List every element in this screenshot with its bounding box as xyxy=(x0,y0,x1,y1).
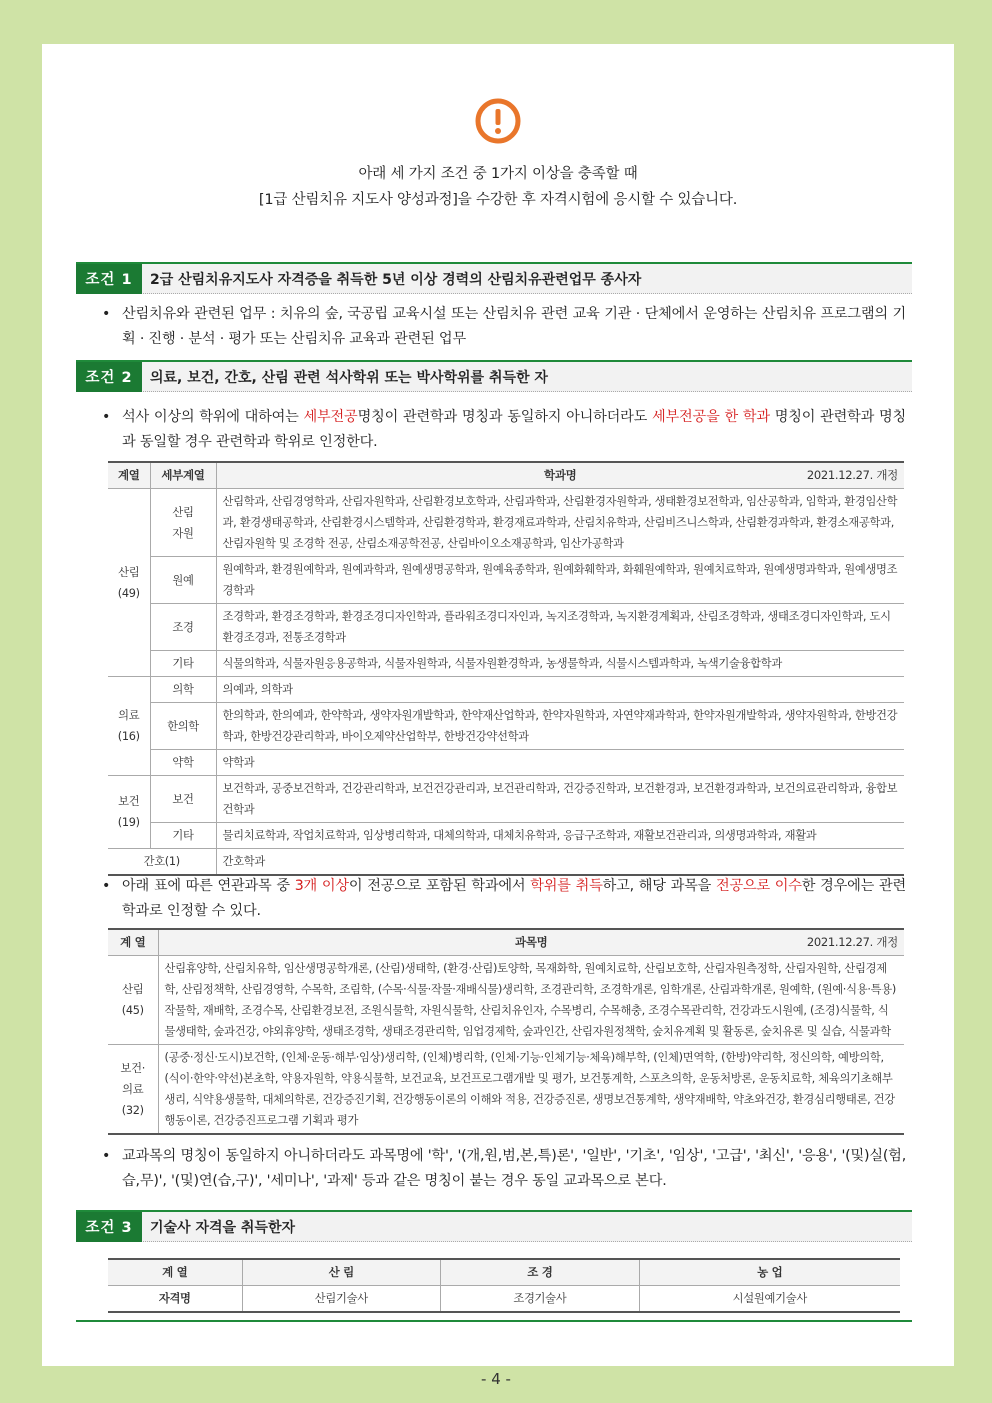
group-forest: 산림 (45) xyxy=(108,956,158,1045)
condition-2-bullet-3: • 교과목의 명칭이 동일하지 아니하더라도 과목명에 '학', '(개,원,범,본,특)론', '일반', '기초', '임상', '고급', '최신', '응용', '(및)실(험,습,무)', '(및)연(습,구)', '세미나', '과제' 등과 같은 명칭이 붙는 경우 동일 교과목으로 본다. xyxy=(102,1148,906,1189)
col-header-agriculture: 농 업 xyxy=(639,1259,900,1286)
row-label-license: 자격명 xyxy=(108,1286,242,1313)
col-header-sub: 세부계열 xyxy=(150,462,216,489)
dept-horticulture: 원예학과, 환경원예학과, 원예과학과, 원예생명공학과, 원예육종학과, 원예화훼학과, 화훼원예학과, 원예치료학과, 원예생명과학과, 원예생명조경학과 xyxy=(216,557,904,604)
condition-1-title: 2급 산림치유지도사 자격증을 취득한 5년 이상 경력의 산림치유관련업무 종사자 xyxy=(150,271,642,288)
department-table xyxy=(108,461,904,876)
condition-1-badge: 조건 1 xyxy=(76,264,142,294)
condition-2-badge: 조건 2 xyxy=(76,362,142,392)
subjects-health: (공중·정신·도시)보건학, (인체·운동·해부·임상)생리학, (인체)병리학, (인체·기능·인체기능·체육)해부학, (인체)면역학, (한방)약리학, 정신의학, 예방의학, (식이·한약·약선)본초학, 약용자원학, 약용식물학, 보건교육, 보건프로그램개발 및 평가, 보건통계학, 스포츠의학, 운동처방론, 운동치료학, 체육의기초해부생리, 식약용생물학, 대체의학론, 건강증진기획, 건강행동이론의 이해와 적용, 건강증진론, 생명보건통계학, 생약재배학, 약초와건강, 환경심리행태론, 건강행동이론, 건강증진프로그램 기획과 평가 xyxy=(158,1045,904,1135)
revision-date: 2021.12.27. 개정 xyxy=(806,935,898,949)
license-landscape: 조경기술사 xyxy=(441,1286,640,1313)
dept-forest-resource: 산림학과, 산림경영학과, 산림자원학과, 산림환경보호학과, 산림과학과, 산림환경자원학과, 생태환경보전학과, 임산공학과, 임학과, 환경임산학과, 환경생태공학과, 산림환경시스템학과, 산림환경학과, 환경재료과학과, 산림치유학과, 산림비즈니스학과, 산림환경과학과, 환경소재공학과, 산림자원학 및 조경학 전공, 산림소재공학전공, 산림바이오소재공학과, 임산가공학과 xyxy=(216,489,904,557)
subject-table xyxy=(108,928,904,1135)
sub-horticulture: 원예 xyxy=(150,557,216,604)
condition-3-badge: 조건 3 xyxy=(76,1212,142,1242)
sub-korean-medicine: 한의학 xyxy=(150,703,216,750)
sub-pharmacy: 약학 xyxy=(150,750,216,776)
col-header-dept: 학과명 2021.12.27. 개정 xyxy=(216,462,904,489)
condition-2-bullet-2: • 아래 표에 따른 연관과목 중 3개 이상이 전공으로 포함된 학과에서 학위를 취득하고, 해당 과목을 전공으로 이수한 경우에는 관련학과로 인정할 수 있다. xyxy=(102,878,906,919)
dept-nursing: 간호학과 xyxy=(216,849,904,876)
intro-line-1: 아래 세 가지 조건 중 1가지 이상을 충족할 때 xyxy=(358,166,638,182)
group-health: 보건 (19) xyxy=(108,776,150,849)
exclamation-circle-icon xyxy=(473,96,523,146)
sub-medicine: 의학 xyxy=(150,677,216,703)
intro-line-2: [1급 산림치유 지도사 양성과정]을 수강한 후 자격시험에 응시할 수 있습니다. xyxy=(258,192,738,208)
document-page xyxy=(42,44,954,1366)
sub-landscape: 조경 xyxy=(150,604,216,651)
sub-forest-resource: 산림 자원 xyxy=(150,489,216,557)
engineer-table xyxy=(108,1258,900,1313)
condition-2-bullet-1: • 석사 이상의 학위에 대하여는 세부전공명칭이 관련학과 명칭과 동일하지 아니하더라도 세부전공을 한 학과 명칭이 관련학과 명칭과 동일할 경우 관련학과 학위로 인정한다. xyxy=(102,409,907,450)
dept-health: 보건학과, 공중보건학과, 건강관리학과, 보건건강관리과, 보건관리학과, 건강증진학과, 보건환경과, 보건환경과학과, 보건의료관리학과, 융합보건학과 xyxy=(216,776,904,823)
col-header-group: 계열 xyxy=(108,462,150,489)
dept-medicine: 의예과, 의학과 xyxy=(216,677,904,703)
group-nursing: 간호(1) xyxy=(108,849,216,876)
condition-2-header xyxy=(76,360,912,392)
condition-3-header xyxy=(76,1210,912,1242)
dept-forest-etc: 식물의학과, 식물자원응용공학과, 식물자원학과, 식물자원환경학과, 농생물학과, 식물시스템과학과, 녹색기술융합학과 xyxy=(216,651,904,677)
group-medical: 의료 (16) xyxy=(108,677,150,776)
group-forest: 산림 (49) xyxy=(108,489,150,677)
col-header-landscape: 조 경 xyxy=(441,1259,640,1286)
col-header-forest: 산 림 xyxy=(242,1259,441,1286)
bottom-divider xyxy=(76,1320,912,1322)
dept-landscape: 조경학과, 환경조경학과, 환경조경디자인학과, 플라워조경디자인과, 녹지조경학과, 녹지환경계획과, 산림조경학과, 생태조경디자인학과, 도시환경조경과, 전통조경학과 xyxy=(216,604,904,651)
bullet-dot: • xyxy=(102,306,111,322)
col-header-group: 계 열 xyxy=(108,1259,242,1286)
condition-3-title: 기술사 자격을 취득한자 xyxy=(150,1219,295,1236)
col-header-group: 계 열 xyxy=(108,929,158,956)
condition-1-header xyxy=(76,262,912,294)
license-agriculture: 시설원예기술사 xyxy=(639,1286,900,1313)
condition-2-title: 의료, 보건, 간호, 산림 관련 석사학위 또는 박사학위를 취득한 자 xyxy=(150,369,548,386)
sub-forest-etc: 기타 xyxy=(150,651,216,677)
dept-korean-medicine: 한의학과, 한의예과, 한약학과, 생약자원개발학과, 한약재산업학과, 한약자원학과, 자연약재과학과, 한약자원개발학과, 생약자원학과, 한방건강학과, 한방건강관리학과, 바이오제약산업학부, 한방건강약선학과 xyxy=(216,703,904,750)
subjects-forest: 산림휴양학, 산림치유학, 임산생명공학개론, (산림)생태학, (환경·산림)토양학, 목재화학, 원예치료학, 산림보호학, 산림자원측정학, 산림자원학, 산림경제학, 산림정책학, 산림경영학, 수목학, 조림학, (수목·식물·작물·재배식물)생리학, 조경관리학, 조경학개론, 임학개론, 산림과학개론, 원예학, (원예·식용·특용)작물학, 재배학, 조경수목, 산림환경보전, 조원식물학, 자원식물학, 산림치유인자, 수목병리, 수목해충, 조경수목관리학, 건강과도시원예, (조경)식물학, 식물생태학, 숲과건강, 야외휴양학, 생태조경학, 생태조경관리학, 임업경제학, 숲과인간, 산림자원정책학, 숲치유계획 및 활동론, 숲치유론 및 실습, 식물과학 xyxy=(158,956,904,1045)
dept-pharmacy: 약학과 xyxy=(216,750,904,776)
page-number: - 4 - xyxy=(481,1370,511,1388)
sub-health-etc: 기타 xyxy=(150,823,216,849)
group-health-medical: 보건· 의료 (32) xyxy=(108,1045,158,1135)
revision-date: 2021.12.27. 개정 xyxy=(806,468,898,482)
condition-1-bullet: • 산림치유와 관련된 업무 : 치유의 숲, 국공립 교육시설 또는 산림치유 관련 교육 기관 · 단체에서 운영하는 산림치유 프로그램의 기획 · 진행 · 분석 · 평가 또는 산림치유 교육과 관련된 업무 xyxy=(106,302,906,352)
dept-health-etc: 물리치료학과, 작업치료학과, 임상병리학과, 대체의학과, 대체치유학과, 응급구조학과, 재활보건관리과, 의생명과학과, 재활과 xyxy=(216,823,904,849)
col-header-subject: 과목명 2021.12.27. 개정 xyxy=(158,929,904,956)
sub-health: 보건 xyxy=(150,776,216,823)
license-forest: 산림기술사 xyxy=(242,1286,441,1313)
